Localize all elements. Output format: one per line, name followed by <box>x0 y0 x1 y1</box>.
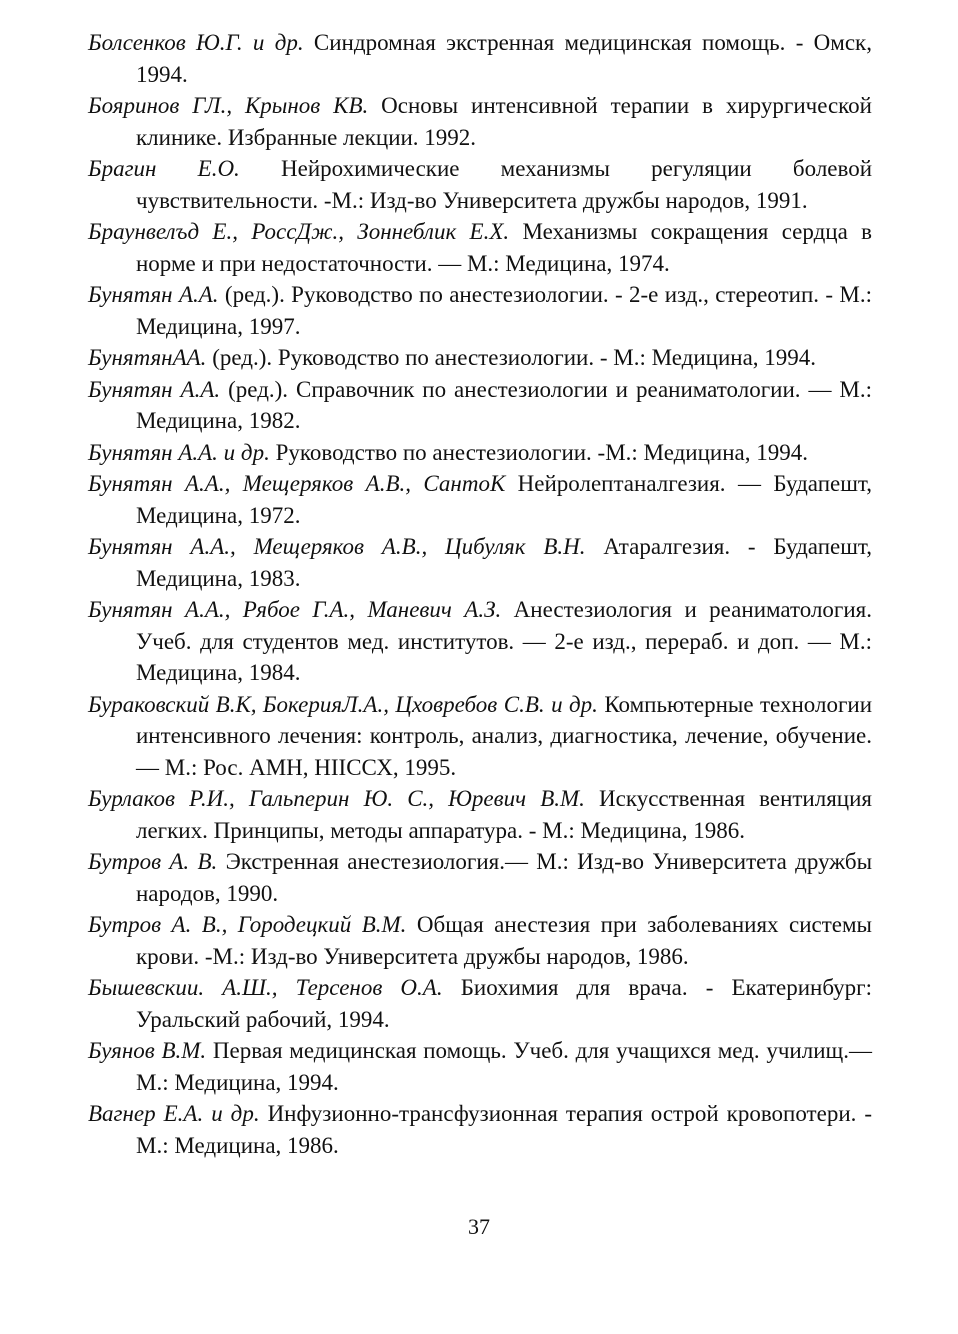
reference-entry <box>88 468 872 531</box>
reference-entry <box>88 594 872 689</box>
reference-authors: Бураковский В.К, БокерияЛ.А., Цховребов С.В. и др. <box>88 691 598 717</box>
reference-entry <box>88 783 872 846</box>
reference-text: Компьютерные технологии интенсивного лечения: контроль, анализ, диагностика, лечение, обучение. — М.: Рос. АМН, НIIССХ, 1995. <box>136 691 872 780</box>
reference-authors: БунятянАА. <box>88 345 207 370</box>
reference-authors: Бунятян А.А., Мещеряков А.В., Цибуляк В.Н. <box>88 534 586 559</box>
reference-authors: Бунятян А.А., Мещеряков А.В., СантоК <box>88 471 506 496</box>
reference-entry <box>88 846 872 909</box>
reference-entry <box>88 90 872 153</box>
reference-authors: Бунятян А.А., Рябое Г.А., Маневич А.З. <box>88 597 502 622</box>
reference-entry <box>88 279 872 342</box>
reference-text: Инфузионно-трансфузионная терапия острой кровопотери. - М.: Медицина, 1986. <box>136 1101 873 1158</box>
page-number: 37 <box>468 1214 490 1239</box>
reference-authors: Бунятян А.А. и др. <box>88 439 270 465</box>
reference-authors: Бутров А. В., Городецкий В.М. <box>88 912 407 937</box>
reference-text: Искусственная вентиляция легких. Принципы, методы аппаратура. - М.: Медицина, 1986. <box>136 786 872 843</box>
reference-entry <box>88 153 872 216</box>
reference-entry <box>88 689 872 784</box>
reference-entry <box>88 972 872 1035</box>
reference-authors: Вагнер Е.А. и др. <box>88 1101 260 1126</box>
reference-list <box>88 27 872 1161</box>
reference-entry <box>88 27 872 90</box>
reference-entry <box>88 1098 872 1161</box>
reference-authors: Браунвелъд Е., РоссДж., Зоннеблик Е.Х. <box>88 219 510 244</box>
reference-text: Атаралгезия. - Будапешт, Медицина, 1983. <box>136 534 872 591</box>
reference-text: Экстренная анестезиология.— М.: Изд-во Университета дружбы народов, 1990. <box>136 849 873 906</box>
reference-authors: Буянов В.М. <box>88 1038 207 1063</box>
reference-text: Общая анестезия при заболеваниях системы крови. -М.: Изд-во Университета дружбы народов, 1986. <box>136 912 873 969</box>
reference-text: Руководство по анестезиологии. -М.: Медицина, 1994. <box>275 439 809 465</box>
reference-text: (ред.). Справочник по анестезиологии и реаниматологии. — М.: Медицина, 1982. <box>136 376 873 433</box>
reference-authors: Бунятян А.А. <box>88 282 219 307</box>
reference-authors: Болсенков Ю.Г. и др. <box>88 30 304 55</box>
reference-text: (ред.). Руководство по анестезиологии. - 2-е изд., стереотип. - М.: Медицина, 1997. <box>136 282 873 339</box>
reference-authors: Бурлаков Р.И., Гальперин Ю. С., Юревич В.М. <box>88 786 585 811</box>
reference-authors: Бышевскии. А.Ш., Терсенов О.А. <box>88 975 443 1000</box>
reference-entry <box>88 342 872 374</box>
reference-authors: Бутров А. В. <box>88 849 218 874</box>
reference-authors: Бояринов ГЛ., Крынов КВ. <box>88 93 369 118</box>
reference-entry <box>88 437 872 469</box>
reference-text: Нейролептаналгезия. — Будапешт, Медицина, 1972. <box>136 471 872 528</box>
reference-text: Нейрохимические механизмы регуляции болевой чувствительности. -М.: Изд-во Университета дружбы народов, 1991. <box>136 156 873 213</box>
reference-entry <box>88 531 872 594</box>
reference-text: Основы интенсивной терапии в хирургической клинике. Избранные лекции. 1992. <box>136 93 872 150</box>
reference-entry <box>88 374 872 437</box>
reference-text: Анестезиология и реаниматология. Учеб. для студентов мед. институтов. — 2-е изд., перераб. и доп. — М.: Медицина, 1984. <box>136 597 873 685</box>
reference-entry <box>88 909 872 972</box>
reference-text: (ред.). Руководство по анестезиологии. - М.: Медицина, 1994. <box>212 345 817 370</box>
reference-text: Синдромная экстренная медицинская помощь. - Омск, 1994. <box>136 30 872 87</box>
reference-entry <box>88 216 872 279</box>
reference-text: Первая медицинская помощь. Учеб. для учащихся мед. училищ.— М.: Медицина, 1994. <box>136 1038 872 1095</box>
reference-text: Механизмы сокращения сердца в норме и при недостаточности. — М.: Медицина, 1974. <box>136 219 873 276</box>
reference-entry <box>88 1035 872 1098</box>
reference-authors: Брагин Е.О. <box>88 156 240 181</box>
reference-authors: Бунятян А.А. <box>88 376 221 402</box>
reference-text: Биохимия для врача. - Екатеринбург: Уральский рабочий, 1994. <box>136 975 872 1032</box>
